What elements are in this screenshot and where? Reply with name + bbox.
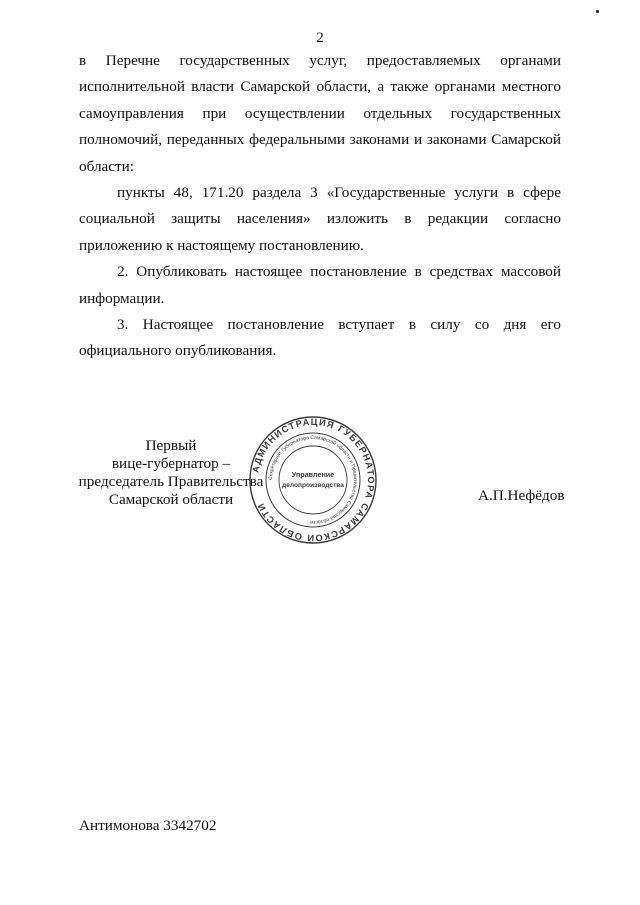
paragraph-list-reference: в Перечне государственных услуг, предоставляемых органами исполнительной власти Самарской области, а также органами местного самоуправления при осуществлении отдельных государственных полномочий, переданных федеральными законами и законами Самарской области: xyxy=(79,52,561,175)
paragraph-publish: 2. Опубликовать настоящее постановление в средствах массовой информации. xyxy=(79,263,561,307)
paragraph-amendment: пункты 48, 171.20 раздела 3 «Государственные услуги в сфере социальной защиты населения» изложить в редакции согласно приложению к настоящему постановлению. xyxy=(79,184,561,254)
paragraph-effective: 3. Настоящее постановление вступает в силу со дня его официального опубликования. xyxy=(79,316,561,360)
signatory-title-line3: председатель Правительства xyxy=(78,473,264,490)
seal-center-line2: делопроизводства xyxy=(282,482,344,489)
scan-artifact xyxy=(596,10,599,13)
svg-text:Секретариат Губернатора Самарс xyxy=(268,435,358,525)
signatory-title-line2: вице-губернатор – xyxy=(111,455,231,472)
signatory-title-line1: Первый xyxy=(145,437,197,454)
document-body xyxy=(79,48,561,365)
signatory-title-line4: Самарской области xyxy=(108,491,234,508)
seal-center-line1: Управление xyxy=(291,470,335,479)
seal-inner-inscription: Секретариат Губернатора Самарской области и Правительства Самарской области xyxy=(267,434,359,526)
executor-note: Антимонова 3342702 xyxy=(79,817,217,834)
page-number: 2 xyxy=(316,30,324,46)
seal-outer-inscription: АДМИНИСТРАЦИЯ ГУБЕРНАТОРА САМАРСКОЙ ОБЛАСТИ xyxy=(250,416,377,544)
signatory-name: А.П.Нефёдов xyxy=(478,487,565,504)
official-seal xyxy=(248,415,378,545)
signatory-title xyxy=(76,437,266,509)
